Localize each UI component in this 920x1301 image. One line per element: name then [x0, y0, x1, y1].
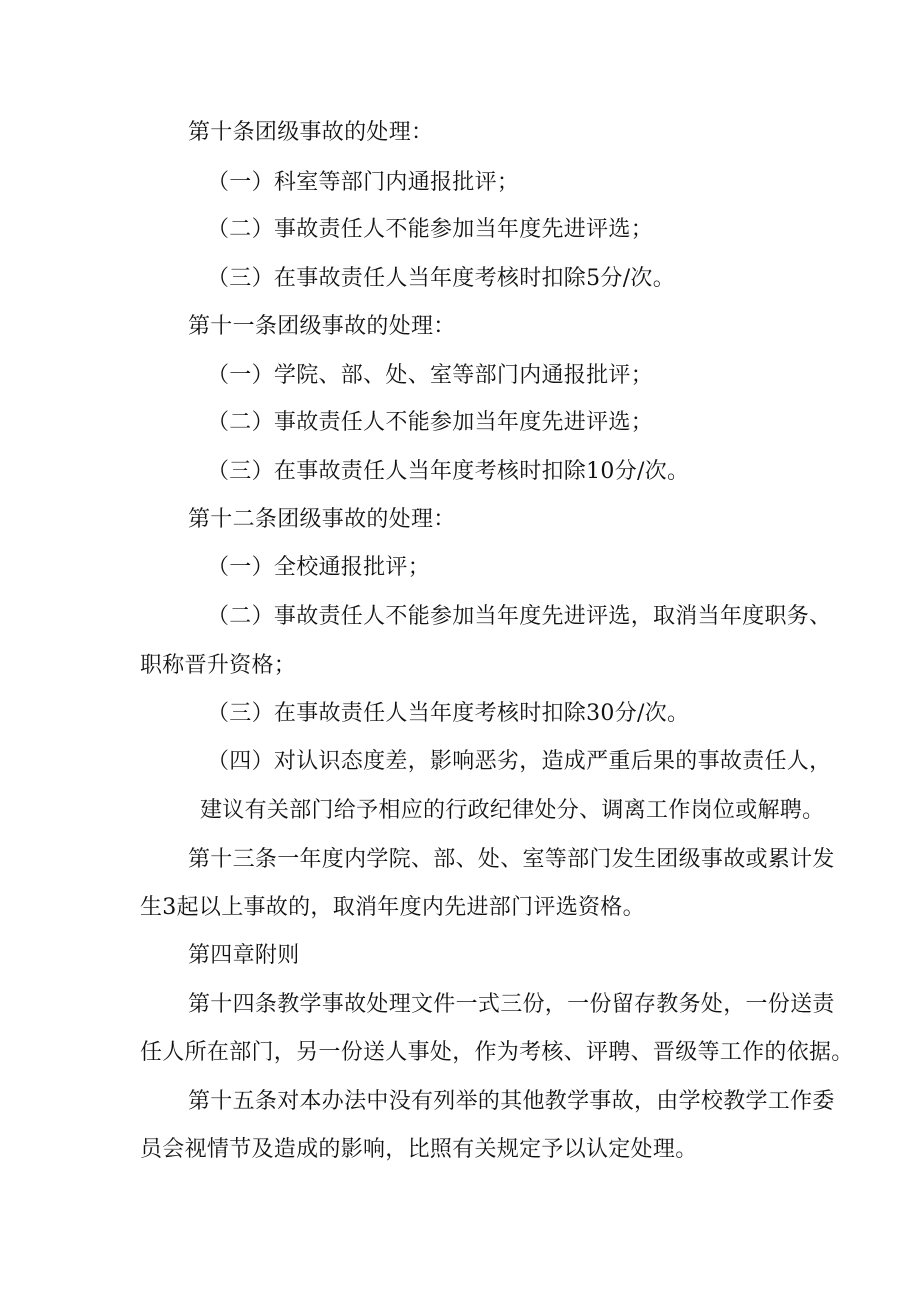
article-11-item-3: （三）在事故责任人当年度考核时扣除10分/次。	[207, 459, 690, 484]
article-11-heading: 第十一条团级事故的处理：	[188, 314, 456, 339]
article-10-item-3: （三）在事故责任人当年度考核时扣除5分/次。	[207, 266, 676, 291]
article-12-item-1: （一）全校通报批评；	[207, 555, 431, 580]
chapter-4-heading: 第四章附则	[188, 943, 300, 968]
article-10-heading: 第十条团级事故的处理：	[188, 120, 434, 145]
article-12-item-2: （二）事故责任人不能参加当年度先进评选，取消当年度职务、	[207, 604, 832, 629]
article-15-text: 第十五条对本办法中没有列举的其他教学事故，由学校教学工作委	[188, 1089, 835, 1114]
article-14-text: 第十四条教学事故处理文件一式三份，一份留存教务处，一份送责	[188, 992, 835, 1017]
article-10-item-2: （二）事故责任人不能参加当年度先进评选；	[207, 217, 654, 242]
article-15-text-cont: 员会视情节及造成的影响，比照有关规定予以认定处理。	[140, 1137, 698, 1162]
article-13-text-cont: 生3起以上事故的，取消年度内先进部门评选资格。	[140, 895, 645, 920]
article-12-heading: 第十二条团级事故的处理：	[188, 507, 456, 532]
article-11-item-1: （一）学院、部、处、室等部门内通报批评；	[207, 363, 654, 388]
article-12-item-4: （四）对认识态度差，影响恶劣，造成严重后果的事故责任人，	[207, 749, 832, 774]
article-13-text: 第十三条一年度内学院、部、处、室等部门发生团级事故或累计发	[188, 847, 835, 872]
article-10-item-1: （一）科室等部门内通报批评；	[207, 170, 520, 195]
article-12-item-4-cont: 建议有关部门给予相应的行政纪律处分、调离工作岗位或解聘。	[200, 798, 825, 823]
article-12-item-2-cont: 职称晋升资格；	[140, 653, 297, 678]
article-11-item-2: （二）事故责任人不能参加当年度先进评选；	[207, 410, 654, 435]
article-12-item-3: （三）在事故责任人当年度考核时扣除30分/次。	[207, 701, 690, 726]
article-14-text-cont: 任人所在部门，另一份送人事处，作为考核、评聘、晋级等工作的依据。	[140, 1040, 854, 1065]
